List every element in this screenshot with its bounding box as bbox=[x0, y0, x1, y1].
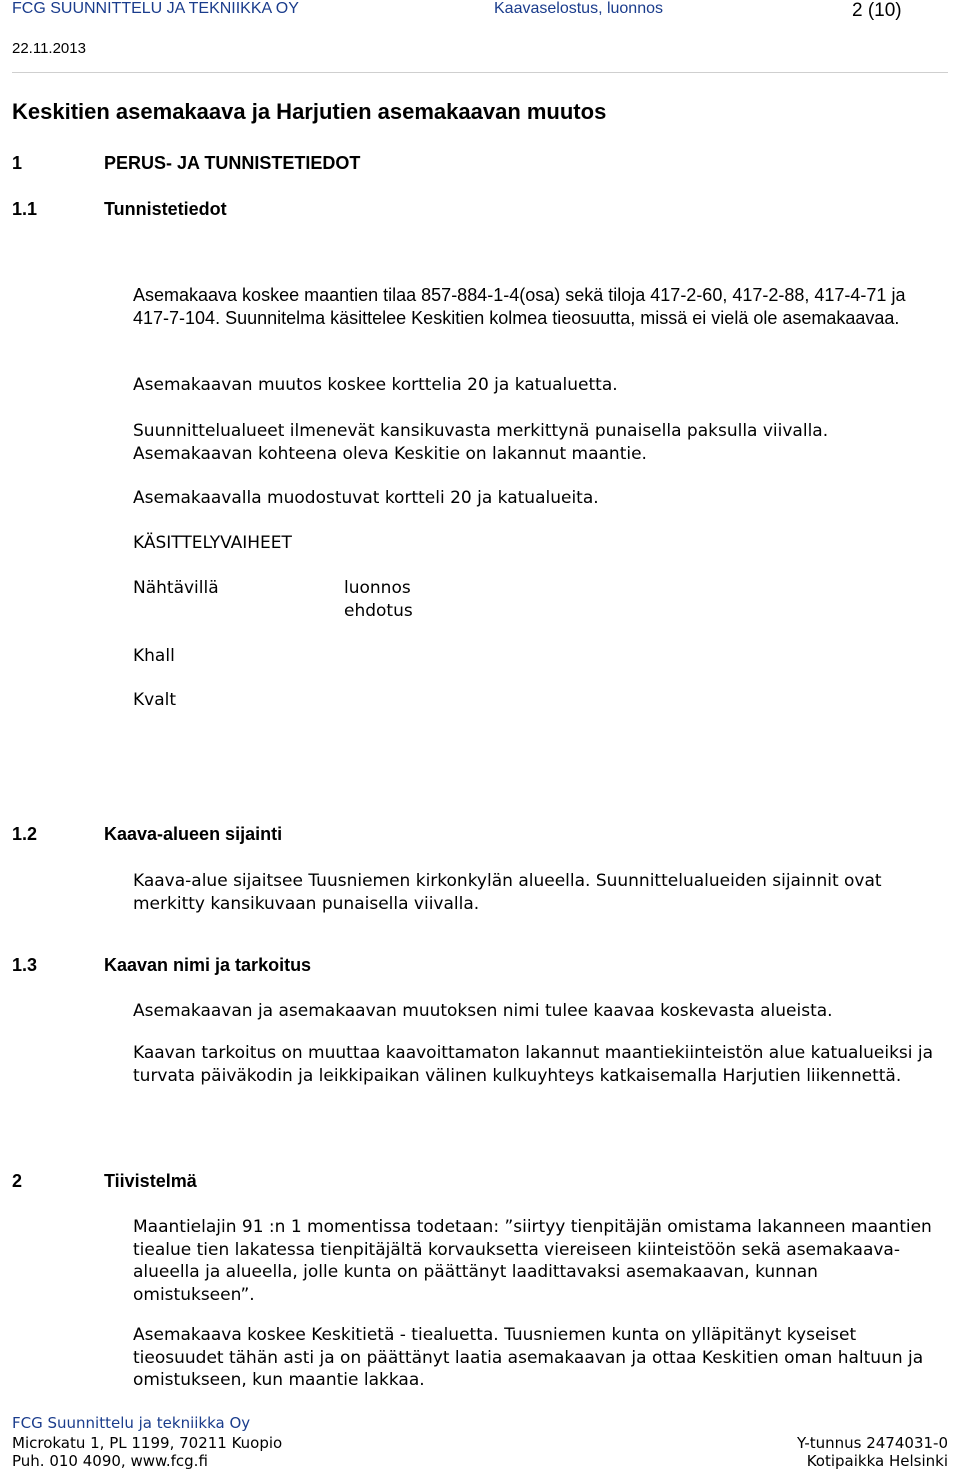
header-company: FCG SUUNNITTELU JA TEKNIIKKA OY bbox=[12, 0, 299, 17]
footer-business-id: Y-tunnus 2474031-0 bbox=[796, 1434, 948, 1452]
stage-nahtavilla: Nähtävillä bbox=[133, 578, 219, 598]
paragraph-summary-law: Maantielajin 91 :n 1 momentissa todetaan: ”siirtyy tienpitäjän omistama lakanneen maantien tiealue tien lakatessa tienpitäjältä korvauksetta viereiseen kiinteistöön sekä asemakaava-alueella ja alueella, jolle kunta on päättänyt laadittavaksi asemakaavan, kunnan omistukseen”. bbox=[133, 1217, 932, 1305]
stages-heading: KÄSITTELYVAIHEET bbox=[133, 533, 292, 553]
section-1-number: 1 bbox=[12, 153, 23, 173]
section-1-3-heading bbox=[12, 955, 311, 976]
footer-address: Microkatu 1, PL 1199, 70211 Kuopio bbox=[12, 1434, 283, 1452]
section-1-1-title: Tunnistetiedot bbox=[104, 199, 227, 219]
paragraph-amendment: Asemakaavan muutos koskee korttelia 20 ja katualuetta. bbox=[133, 375, 618, 395]
stage-luonnos: luonnos bbox=[344, 578, 411, 598]
header-doc-type: Kaavaselostus, luonnos bbox=[494, 0, 663, 17]
section-1-heading bbox=[12, 153, 360, 174]
section-2-heading bbox=[12, 1171, 197, 1192]
paragraph-summary-plan: Asemakaava koskee Keskitietä - tiealuetta. Tuusniemen kunta on ylläpitänyt kyseiset tieosuudet tähän asti ja on päättänyt laatia asemakaavan ja ottaa Keskitien oman haltuun ja omistukseen, kun maantie lakkaa. bbox=[133, 1325, 924, 1390]
header-date: 22.11.2013 bbox=[12, 40, 86, 57]
paragraph-planning-areas: Suunnittelualueet ilmenevät kansikuvasta merkittynä punaisella paksulla viivalla. Asemakaavan kohteena oleva Keskitie on lakannut maantie. bbox=[133, 421, 829, 464]
section-1-2-heading bbox=[12, 824, 282, 845]
paragraph-blocks: Asemakaavalla muodostuvat kortteli 20 ja katualueita. bbox=[133, 488, 599, 508]
header-page-number: 2 (10) bbox=[852, 0, 902, 21]
paragraph-location: Kaava-alue sijaitsee Tuusniemen kirkonkylän alueella. Suunnittelualueiden sijainnit ovat merkitty kansikuvaan punaisella viivalla. bbox=[133, 871, 882, 914]
section-2-title: Tiivistelmä bbox=[104, 1171, 197, 1191]
section-2-number: 2 bbox=[12, 1171, 23, 1191]
paragraph-identification: Asemakaava koskee maantien tilaa 857-884-1-4(osa) sekä tiloja 417-2-60, 417-2-88, 417-4-71 ja 417-7-104. Suunnitelma käsittelee Keskitien kolmea tieosuutta, missä ei vielä ole asemakaavaa. bbox=[133, 285, 906, 328]
footer-contact: Puh. 010 4090, www.fcg.fi bbox=[12, 1452, 208, 1470]
section-1-1-heading bbox=[12, 199, 227, 220]
section-1-2-number: 1.2 bbox=[12, 824, 38, 844]
paragraph-plan-name: Asemakaavan ja asemakaavan muutoksen nimi tulee kaavaa koskevasta alueista. bbox=[133, 1001, 833, 1021]
stage-khall: Khall bbox=[133, 646, 175, 666]
footer-domicile: Kotipaikka Helsinki bbox=[806, 1452, 948, 1470]
section-1-1-number: 1.1 bbox=[12, 199, 38, 219]
section-1-3-number: 1.3 bbox=[12, 955, 38, 975]
section-1-3-title: Kaavan nimi ja tarkoitus bbox=[104, 955, 312, 975]
paragraph-plan-purpose: Kaavan tarkoitus on muuttaa kaavoittamaton lakannut maantiekiinteistön alue katualueiksi ja turvata päiväkodin ja leikkipaikan välinen kulkuyhteys katkaisemalla Harjutien liikennettä. bbox=[133, 1043, 934, 1086]
section-1-title: PERUS- JA TUNNISTETIEDOT bbox=[104, 153, 361, 173]
section-1-2-title: Kaava-alueen sijainti bbox=[104, 824, 283, 844]
header-divider bbox=[12, 72, 948, 73]
footer-company: FCG Suunnittelu ja tekniikka Oy bbox=[12, 1414, 251, 1432]
stage-ehdotus: ehdotus bbox=[344, 601, 413, 621]
page-title: Keskitien asemakaava ja Harjutien asemakaavan muutos bbox=[12, 99, 607, 124]
stage-kvalt: Kvalt bbox=[133, 690, 177, 710]
